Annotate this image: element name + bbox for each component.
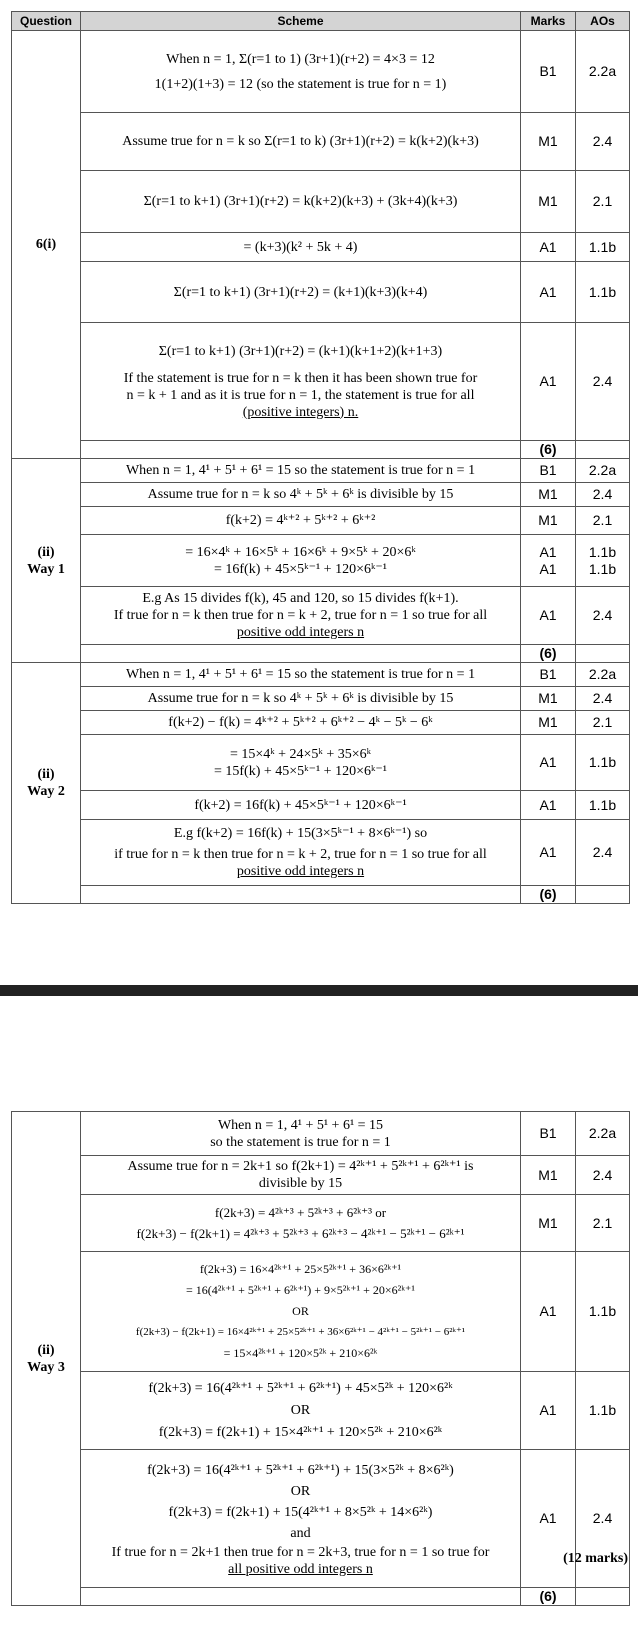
scheme-cell [81, 31, 521, 113]
ao-cell: 2.1 [576, 171, 630, 233]
way2-total-row [12, 886, 630, 904]
mark-cell: A1 A1 [521, 535, 576, 587]
scheme-cell [81, 1372, 521, 1450]
mark-cell: A1 [521, 820, 576, 886]
part-total: (6) [521, 1588, 576, 1606]
scheme-cell [81, 1252, 521, 1372]
scheme-line: f(2k+3) − f(2k+1) = 4²ᵏ⁺³ + 5²ᵏ⁺³ + 6²ᵏ⁺³ − 4²ᵏ⁺¹ − 5²ᵏ⁺¹ − 6²ᵏ⁺¹ [136, 1226, 465, 1241]
way1-row-2 [12, 483, 630, 507]
way2-row-6 [12, 820, 630, 886]
ao-cell: 2.4 [576, 587, 630, 645]
question-label-way3 [12, 1112, 81, 1606]
scheme-line: Σ(r=1 to k+1) (3r+1)(r+2) = (k+1)(k+1+2)(k+1+3) [158, 343, 443, 359]
scheme-line: E.g As 15 divides f(k), 45 and 120, so 15 divides f(k+1). [142, 591, 459, 606]
scheme-cell [81, 535, 521, 587]
part-total: (6) [521, 441, 576, 459]
scheme-line: If true for n = 2k+1 then true for n = 2k+3, true for n = 1 so true for [111, 1544, 490, 1560]
mark-cell: B1 [521, 459, 576, 483]
scheme-line: f(2k+3) = 4²ᵏ⁺³ + 5²ᵏ⁺³ + 6²ᵏ⁺³ or [214, 1205, 387, 1220]
part-label: (ii) [37, 767, 55, 782]
scheme-line: and [290, 1525, 311, 1541]
header-row [12, 12, 630, 31]
scheme-line: = (k+3)(k² + 5k + 4) [243, 239, 358, 255]
scheme-header: Scheme [81, 12, 521, 31]
way1-row-4 [12, 535, 630, 587]
way-label: Way 1 [27, 561, 65, 577]
question-label-way1 [12, 459, 81, 663]
scheme-line: f(2k+3) = 16×4²ᵏ⁺¹ + 25×5²ᵏ⁺¹ + 36×6²ᵏ⁺¹ [199, 1262, 402, 1276]
scheme-cell [81, 663, 521, 687]
empty-cell [576, 886, 630, 904]
ao-cell: 1.1b [576, 233, 630, 262]
question-header: Question [12, 12, 81, 31]
way1-row-1 [12, 459, 630, 483]
way3-row-3 [12, 1195, 630, 1252]
ao-cell: 1.1b [576, 1252, 630, 1372]
ao-cell: 1.1b [576, 791, 630, 820]
empty-cell [576, 441, 630, 459]
way2-row-2 [12, 687, 630, 711]
part-i-row-3 [12, 171, 630, 233]
scheme-line: divisible by 15 [258, 1176, 343, 1191]
way3-row-2 [12, 1156, 630, 1195]
scheme-cell [81, 233, 521, 262]
scheme-cell [81, 587, 521, 645]
scheme-line: all positive odd integers n [228, 1561, 373, 1577]
scheme-line: so the statement is true for n = 1 [210, 1134, 391, 1150]
ao-cell: 2.2a [576, 663, 630, 687]
scheme-line: When n = 1, Σ(r=1 to 1) (3r+1)(r+2) = 4×3 = 12 [166, 51, 435, 67]
empty-cell [81, 1588, 521, 1606]
way3-row-6 [12, 1450, 630, 1588]
scheme-line: = 16(4²ᵏ⁺¹ + 5²ᵏ⁺¹ + 6²ᵏ⁺¹) + 9×5²ᵏ⁺¹ + 20×6²ᵏ⁺¹ [186, 1283, 415, 1297]
scheme-line: n = k + 1 and as it is true for n = 1, the statement is true for all [126, 387, 475, 403]
mark-cell: A1 [521, 791, 576, 820]
part-label: (ii) [37, 1342, 55, 1358]
scheme-line: Σ(r=1 to k+1) (3r+1)(r+2) = (k+1)(k+3)(k+4) [173, 284, 428, 300]
scheme-cell [81, 459, 521, 483]
scheme-line: = 15×4ᵏ + 24×5ᵏ + 35×6ᵏ [229, 746, 372, 762]
mark-cell: B1 [521, 663, 576, 687]
scheme-line: positive odd integers n [236, 864, 365, 879]
scheme-cell [81, 507, 521, 535]
part-total: (6) [521, 645, 576, 663]
question-label-6i: 6(i) [12, 31, 81, 459]
scheme-line: 1(1+2)(1+3) = 12 (so the statement is true for n = 1) [154, 76, 447, 92]
mark-cell: M1 [521, 1195, 576, 1252]
empty-cell [81, 645, 521, 663]
ao-cell: 2.1 [576, 1195, 630, 1252]
scheme-line: When n = 1, 4¹ + 5¹ + 6¹ = 15 so the statement is true for n = 1 [125, 463, 476, 478]
ao-cell: 2.4 [576, 820, 630, 886]
mark-cell: A1 [521, 1450, 576, 1588]
scheme-line: f(2k+3) = 16(4²ᵏ⁺¹ + 5²ᵏ⁺¹ + 6²ᵏ⁺¹) + 15(3×5²ᵏ + 8×6²ᵏ) [147, 1462, 454, 1478]
ao-cell: 2.4 [576, 1450, 630, 1588]
scheme-cell [81, 820, 521, 886]
scheme-line: OR [290, 1483, 311, 1499]
ao-cell: 1.1b [576, 262, 630, 323]
scheme-line: When n = 1, 4¹ + 5¹ + 6¹ = 15 so the statement is true for n = 1 [125, 667, 476, 682]
scheme-line: f(k+2) = 16f(k) + 45×5ᵏ⁻¹ + 120×6ᵏ⁻¹ [194, 797, 407, 813]
empty-cell [81, 441, 521, 459]
way3-row-5 [12, 1372, 630, 1450]
mark-cell: M1 [521, 507, 576, 535]
scheme-line: f(k+2) − f(k) = 4ᵏ⁺² + 5ᵏ⁺² + 6ᵏ⁺² − 4ᵏ − 5ᵏ − 6ᵏ [168, 715, 433, 730]
scheme-cell [81, 1195, 521, 1252]
scheme-line: = 15f(k) + 45×5ᵏ⁻¹ + 120×6ᵏ⁻¹ [214, 763, 387, 779]
scheme-line: Assume true for n = k so Σ(r=1 to k) (3r+1)(r+2) = k(k+2)(k+3) [122, 134, 479, 149]
way3-row-4 [12, 1252, 630, 1372]
ao-cell: 2.4 [576, 1156, 630, 1195]
way2-row-4 [12, 735, 630, 791]
mark-cell: M1 [521, 711, 576, 735]
scheme-line: E.g f(k+2) = 16f(k) + 15(3×5ᵏ⁻¹ + 8×6ᵏ⁻¹) so [173, 826, 428, 841]
scheme-line: Assume true for n = 2k+1 so f(2k+1) = 4²ᵏ⁺¹ + 5²ᵏ⁺¹ + 6²ᵏ⁺¹ is [127, 1159, 474, 1174]
ao-cell: 1.1b 1.1b [576, 535, 630, 587]
mark-cell: M1 [521, 171, 576, 233]
aos-header: AOs [576, 12, 630, 31]
mark-cell: A1 [521, 587, 576, 645]
page-break-bar [0, 985, 638, 996]
scheme-line: f(2k+3) − f(2k+1) = 16×4²ᵏ⁺¹ + 25×5²ᵏ⁺¹ + 36×6²ᵏ⁺¹ − 4²ᵏ⁺¹ − 5²ᵏ⁺¹ − 6²ᵏ⁺¹ [135, 1326, 466, 1338]
scheme-cell [81, 1450, 521, 1588]
empty-cell [576, 645, 630, 663]
scheme-line: f(2k+3) = f(2k+1) + 15(4²ᵏ⁺¹ + 8×5²ᵏ + 14×6²ᵏ) [168, 1504, 433, 1520]
ao-cell: 2.1 [576, 711, 630, 735]
scheme-line: Assume true for n = k so 4ᵏ + 5ᵏ + 6ᵏ is divisible by 15 [147, 487, 454, 502]
scheme-line: = 15×4²ᵏ⁺¹ + 120×5²ᵏ + 210×6²ᵏ [223, 1346, 378, 1360]
part-i-row-4 [12, 233, 630, 262]
part-i-total-row [12, 441, 630, 459]
mark-cell: A1 [521, 262, 576, 323]
marks-header: Marks [521, 12, 576, 31]
way3-row-1 [12, 1112, 630, 1156]
ao-cell: 2.1 [576, 507, 630, 535]
mark-cell: M1 [521, 113, 576, 171]
empty-cell [576, 1588, 630, 1606]
scheme-line: Σ(r=1 to k+1) (3r+1)(r+2) = k(k+2)(k+3) + (3k+4)(k+3) [143, 194, 458, 209]
part-label: (ii) [37, 544, 55, 560]
mark-scheme-table-top [11, 11, 630, 904]
scheme-cell [81, 113, 521, 171]
ao-cell: 1.1b [576, 1372, 630, 1450]
scheme-line: When n = 1, 4¹ + 5¹ + 6¹ = 15 [217, 1117, 384, 1133]
way3-total-row [12, 1588, 630, 1606]
mark-cell: M1 [521, 1156, 576, 1195]
scheme-cell [81, 483, 521, 507]
way-label: Way 3 [27, 1359, 65, 1375]
part-i-row-1 [12, 31, 630, 113]
ao-cell: 2.2a [576, 459, 630, 483]
mark-cell: A1 [521, 1252, 576, 1372]
scheme-line: f(k+2) = 4ᵏ⁺² + 5ᵏ⁺² + 6ᵏ⁺² [225, 513, 376, 528]
question-label-way2 [12, 663, 81, 904]
scheme-line: OR [290, 1402, 311, 1418]
part-i-row-6 [12, 323, 630, 441]
question-total-marks: (12 marks) [563, 1551, 628, 1566]
scheme-cell [81, 323, 521, 441]
mark-cell: A1 [521, 323, 576, 441]
ao-cell: 2.4 [576, 113, 630, 171]
scheme-line: If true for n = k then true for n = k + 2, true for n = 1 so true for all [113, 608, 488, 623]
scheme-cell [81, 687, 521, 711]
way1-row-3 [12, 507, 630, 535]
scheme-line: f(2k+3) = 16(4²ᵏ⁺¹ + 5²ᵏ⁺¹ + 6²ᵏ⁺¹) + 45×5²ᵏ + 120×6²ᵏ [148, 1380, 453, 1396]
mark-scheme-table-bottom [11, 1111, 630, 1606]
mark-cell: A1 [521, 1372, 576, 1450]
part-i-row-5 [12, 262, 630, 323]
mark-cell: B1 [521, 1112, 576, 1156]
scheme-line: If the statement is true for n = k then it has been shown true for [123, 370, 478, 386]
scheme-line: Assume true for n = k so 4ᵏ + 5ᵏ + 6ᵏ is divisible by 15 [147, 691, 454, 706]
scheme-line: (positive integers) n. [242, 404, 359, 420]
mark-cell: A1 [521, 735, 576, 791]
ao-cell: 2.4 [576, 687, 630, 711]
way2-row-3 [12, 711, 630, 735]
scheme-cell [81, 171, 521, 233]
scheme-cell [81, 1112, 521, 1156]
scheme-cell [81, 711, 521, 735]
empty-cell [81, 886, 521, 904]
mark-cell: M1 [521, 687, 576, 711]
ao-cell: 2.4 [576, 483, 630, 507]
part-i-row-2 [12, 113, 630, 171]
scheme-line: positive odd integers n [236, 625, 365, 640]
mark-cell: B1 [521, 31, 576, 113]
scheme-line: = 16×4ᵏ + 16×5ᵏ + 16×6ᵏ + 9×5ᵏ + 20×6ᵏ [185, 544, 416, 560]
scheme-cell [81, 1156, 521, 1195]
way1-total-row [12, 645, 630, 663]
ao-cell: 2.2a [576, 1112, 630, 1156]
way2-row-5 [12, 791, 630, 820]
part-total: (6) [521, 886, 576, 904]
mark-cell: A1 [521, 233, 576, 262]
mark-cell: M1 [521, 483, 576, 507]
scheme-line: f(2k+3) = f(2k+1) + 15×4²ᵏ⁺¹ + 120×5²ᵏ + 210×6²ᵏ [158, 1424, 443, 1440]
scheme-cell [81, 262, 521, 323]
way-label: Way 2 [27, 784, 65, 799]
scheme-line: = 16f(k) + 45×5ᵏ⁻¹ + 120×6ᵏ⁻¹ [214, 561, 387, 577]
scheme-line: OR [292, 1304, 309, 1318]
scheme-cell [81, 735, 521, 791]
scheme-cell [81, 791, 521, 820]
way2-row-1 [12, 663, 630, 687]
ao-cell: 2.2a [576, 31, 630, 113]
ao-cell: 1.1b [576, 735, 630, 791]
scheme-line: if true for n = k then true for n = k + 2, true for n = 1 so true for all [114, 847, 487, 862]
way1-row-5 [12, 587, 630, 645]
ao-cell: 2.4 [576, 323, 630, 441]
